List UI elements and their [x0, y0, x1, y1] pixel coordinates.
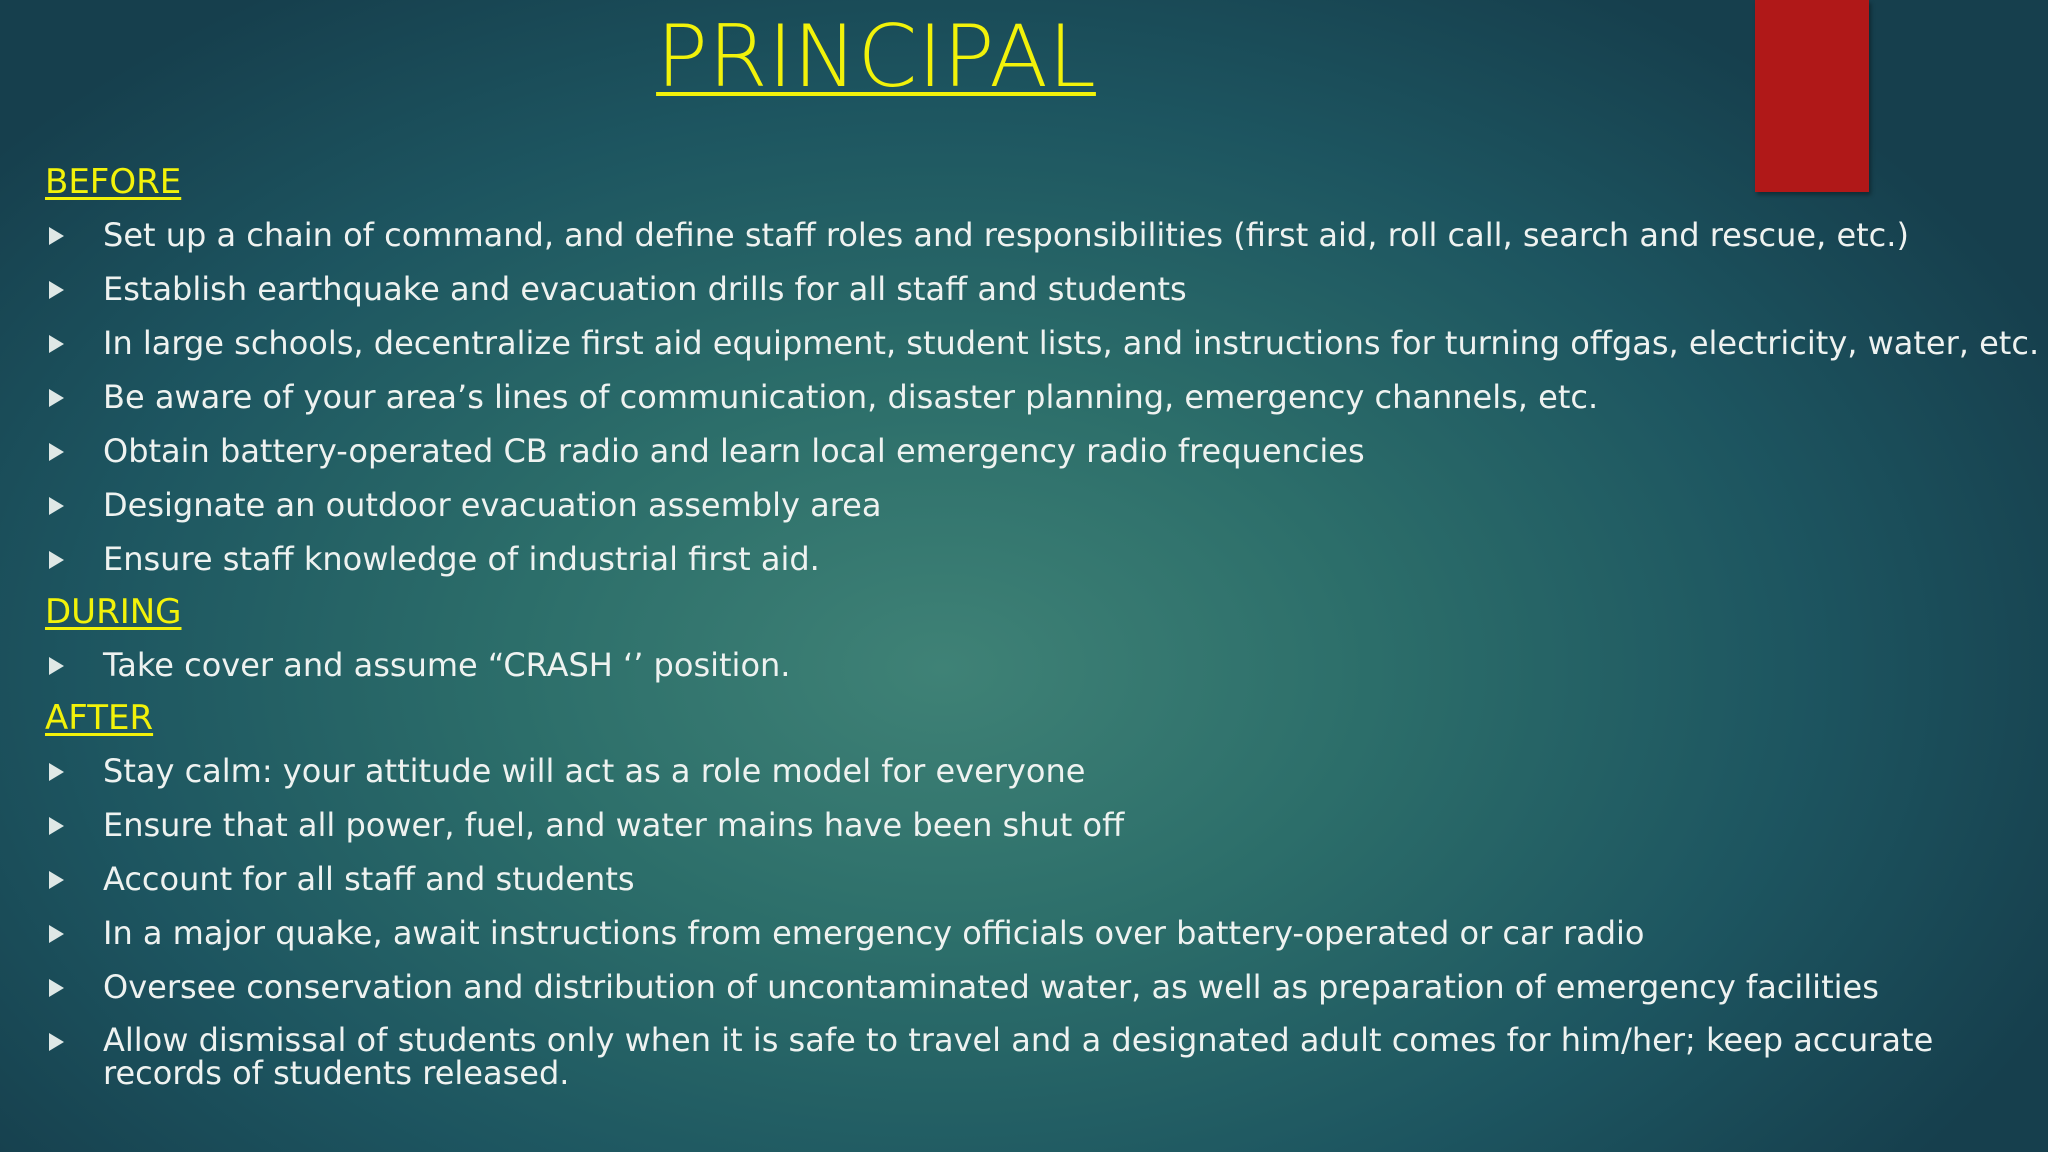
- list-item: Stay calm: your attitude will act as a role model for everyone: [45, 744, 2035, 798]
- triangle-right-icon: [49, 763, 64, 781]
- triangle-right-icon: [49, 335, 64, 353]
- list-item: In a major quake, await instructions from emergency officials over battery-operated or car radio: [45, 906, 2035, 960]
- triangle-right-icon: [49, 281, 64, 299]
- list-item: Establish earthquake and evacuation drills for all staff and students: [45, 262, 2035, 316]
- triangle-right-icon: [49, 443, 64, 461]
- list-item: In large schools, decentralize first aid equipment, student lists, and instructions for turning offgas, electricity, water, etc.: [45, 316, 2035, 370]
- before-list: [45, 208, 2040, 586]
- section-heading-during: DURING: [45, 592, 182, 632]
- list-item: Set up a chain of command, and define staff roles and responsibilities (first aid, roll call, search and rescue, etc.): [45, 208, 2035, 262]
- list-item: Designate an outdoor evacuation assembly area: [45, 478, 2035, 532]
- triangle-right-icon: [49, 497, 64, 515]
- during-list: [45, 638, 2035, 692]
- triangle-right-icon: [49, 925, 64, 943]
- triangle-right-icon: [49, 657, 64, 675]
- triangle-right-icon: [49, 1033, 64, 1051]
- after-list: [45, 744, 2035, 1090]
- list-item: Account for all staff and students: [45, 852, 2035, 906]
- section-heading-before: BEFORE: [45, 162, 182, 202]
- slide-title: PRINCIPAL: [656, 7, 1096, 107]
- list-item: Oversee conservation and distribution of uncontaminated water, as well as preparation of emergency facilities: [45, 960, 2035, 1014]
- triangle-right-icon: [49, 817, 64, 835]
- section-heading-after: AFTER: [45, 698, 154, 738]
- list-item: Allow dismissal of students only when it is safe to travel and a designated adult comes for him/her; keep accurate records of students released.: [45, 1014, 2023, 1090]
- list-item: Ensure that all power, fuel, and water mains have been shut off: [45, 798, 2035, 852]
- list-item: Take cover and assume “CRASH ‘’ position.: [45, 638, 2035, 692]
- triangle-right-icon: [49, 871, 64, 889]
- triangle-right-icon: [49, 389, 64, 407]
- triangle-right-icon: [49, 551, 64, 569]
- triangle-right-icon: [49, 227, 64, 245]
- list-item: Be aware of your area’s lines of communication, disaster planning, emergency channels, etc.: [45, 370, 2035, 424]
- list-item: Obtain battery-operated CB radio and learn local emergency radio frequencies: [45, 424, 2035, 478]
- list-item: Ensure staff knowledge of industrial first aid.: [45, 532, 2035, 586]
- triangle-right-icon: [49, 979, 64, 997]
- slide-content: [45, 156, 2040, 1092]
